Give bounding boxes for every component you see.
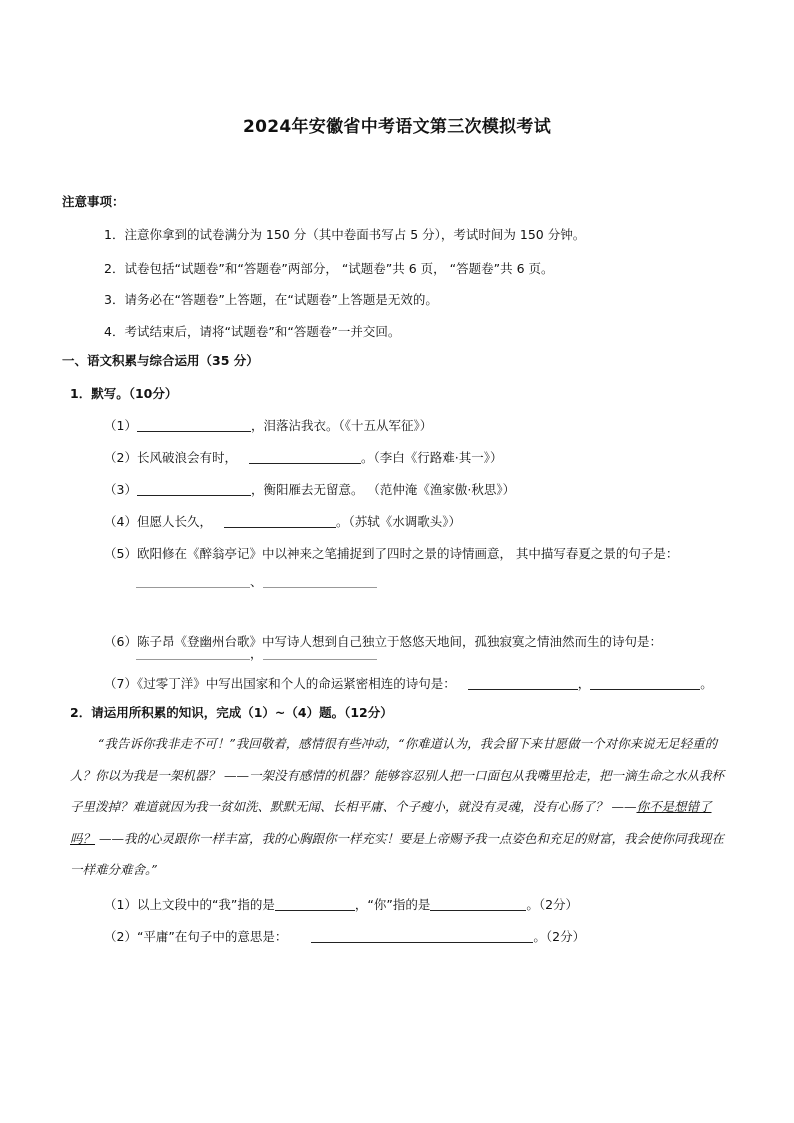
answer-blank[interactable] — [224, 514, 336, 528]
q1-item-3-prefix: （3） — [104, 482, 137, 497]
separator: ， — [250, 646, 263, 661]
question-2-heading: 2．请运用所积累的知识，完成（1）~（4）题。（12分） — [70, 705, 393, 720]
notice-heading: 注意事项： — [62, 194, 125, 209]
q1-item-7-prefix: （7）《过零丁洋》中写出国家和个人的命运紧密相连的诗句是： — [104, 676, 456, 691]
q1-item-6-blanks — [136, 644, 377, 662]
answer-blank[interactable] — [136, 574, 250, 588]
q1-item-2-text: 。（李白《行路难·其一》） — [360, 450, 503, 465]
q1-item-7 — [104, 674, 713, 692]
q2-sub-1-mid: ，“你”指的是 — [354, 897, 431, 912]
answer-blank[interactable] — [136, 646, 250, 660]
q2-sub-1-prefix: （1）以上文段中的“我”指的是 — [104, 897, 275, 912]
q1-item-3-text: ，衡阳雁去无留意。 （范仲淹《渔家傲·秋思》） — [250, 482, 516, 497]
answer-blank[interactable] — [263, 646, 377, 660]
answer-blank[interactable] — [590, 676, 700, 690]
q2-sub-2-prefix: （2）“平庸”在句子中的意思是： — [104, 929, 288, 944]
q1-item-5: （5）欧阳修在《醉翁亭记》中以神来之笔捕捉到了四时之景的诗情画意， 其中描写春夏之景的句子是： — [104, 546, 679, 561]
answer-blank[interactable] — [430, 897, 526, 911]
q1-item-2-prefix: （2）长风破浪会有时， — [104, 450, 237, 465]
answer-blank[interactable] — [468, 676, 578, 690]
q1-item-4 — [104, 512, 461, 530]
page-title: 2024年安徽省中考语文第三次模拟考试 — [242, 117, 551, 137]
question-1-heading: 1．默写。（10分） — [70, 386, 178, 401]
separator: ， — [577, 676, 591, 691]
q2-sub-1 — [104, 895, 578, 913]
q1-item-7-end: 。 — [700, 676, 713, 691]
passage-part-1: “我告诉你我非走不可！”我回敬着，感情很有些冲动，“你难道认为，我会留下来甘愿做一个对你来说无足轻重的人？你以为我是一架机器？ ——一架没有感情的机器？能够容忍别人把一口面包从我嘴里抢走，把一滴生命之水从我杯子里泼掉？难道就因为我一贫如洗、默默无闻、长相平庸、个子瘦小，就没有灵魂，没有心肠了？ —— — [70, 736, 724, 814]
answer-blank[interactable] — [137, 418, 251, 432]
q1-item-4-prefix: （4）但愿人长久， — [104, 514, 212, 529]
q1-item-4-text: 。（苏轼《水调歌头》） — [335, 514, 461, 529]
q2-sub-2 — [104, 927, 585, 945]
notice-item-1: 1．注意你拿到的试卷满分为 150 分（其中卷面书写占 5 分），考试时间为 150 分钟。 — [104, 227, 586, 242]
separator: 、 — [250, 574, 263, 589]
answer-blank[interactable] — [249, 450, 361, 464]
q1-item-1-prefix: （1） — [104, 418, 137, 433]
notice-item-3: 3．请务必在“答题卷”上答题，在“试题卷”上答题是无效的。 — [104, 292, 438, 307]
notice-item-2: 2．试卷包括“试题卷”和“答题卷”两部分， “试题卷”共 6 页， “答题卷”共 6 页。 — [104, 261, 554, 276]
q1-item-6: （6）陈子昂《登幽州台歌》中写诗人想到自己独立于悠悠天地间，孤独寂寞之情油然而生的诗句是： — [104, 634, 662, 649]
reading-passage — [70, 728, 725, 886]
passage-part-2: ——我的心灵跟你一样丰富，我的心胸跟你一样充实！要是上帝赐予我一点姿色和充足的财富，我会使你同我现在一样难分难舍。” — [70, 830, 724, 877]
q2-sub-1-end: 。（2分） — [526, 897, 579, 912]
q1-item-1-text: ，泪落沾我衣。（《十五从军征》） — [250, 418, 433, 433]
section-1-heading: 一、语文积累与综合运用（35 分） — [62, 353, 259, 368]
answer-blank[interactable] — [137, 482, 251, 496]
answer-blank[interactable] — [311, 929, 533, 943]
notice-item-4: 4．考试结束后，请将“试题卷”和“答题卷”一并交回。 — [104, 324, 401, 339]
q1-item-1 — [104, 416, 432, 434]
passage-underlined: 你不是想错了吗？ — [70, 799, 712, 846]
answer-blank[interactable] — [263, 574, 377, 588]
q1-item-2 — [104, 448, 502, 466]
q1-item-3 — [104, 480, 515, 498]
answer-blank[interactable] — [275, 897, 355, 911]
q1-item-5-answer — [136, 572, 377, 590]
q2-sub-2-end: 。（2分） — [533, 929, 586, 944]
